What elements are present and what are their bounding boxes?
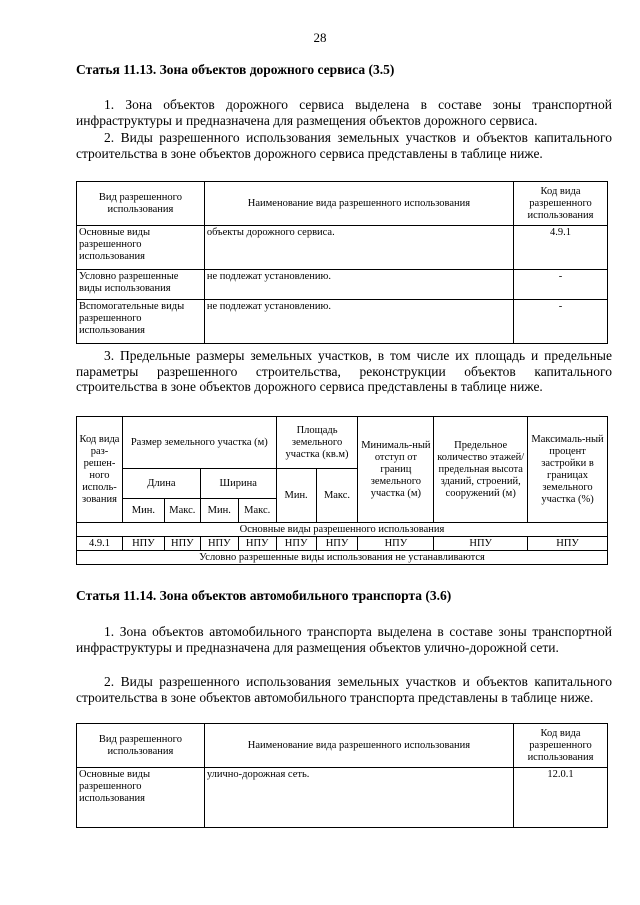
article-heading-11-14: Статья 11.14. Зона объектов автомобильного транспорта (3.6) [76,588,452,603]
table-header: Макс. [238,499,276,523]
table-row [77,551,608,565]
table-cell: - [514,300,608,344]
paragraph: 3. Предельные размеры земельных участков, в том числе их площадь и предельные параметры разрешенного строительства, реконструкции объектов капитального строительства в зоне объектов дорожного сервиса представлены в таблице ниже. [76,348,612,394]
table-row [77,523,608,537]
table-cell: объекты дорожного сервиса. [204,226,513,270]
section-label: Основные виды разрешенного использования [77,523,608,537]
table-header: Ширина [200,469,276,499]
table-cell: Условно разрешенные виды использования [77,270,205,300]
table-cell: НПУ [358,537,434,551]
table-row [77,270,608,300]
table-header: Максималь-ный процент застройки в границах земельного участка (%) [528,417,608,523]
table-row [77,768,608,828]
table-header: Площадь земельного участка (кв.м) [276,417,358,469]
table-row [77,300,608,344]
table-header: Макс. [164,499,200,523]
paragraph: 1. Зона объектов дорожного сервиса выделена в составе зоны транспортной инфраструктуры и предназначена для размещения объектов дорожного сервиса. [76,97,612,128]
table-header-row [77,182,608,226]
page-number: 28 [313,30,327,45]
table-header: Минималь-ный отступ от границ земельного участка (м) [358,417,434,523]
table-cell: 4.9.1 [77,537,123,551]
table-cell: НПУ [316,537,358,551]
table-row [77,537,608,551]
table-cell: Основные виды разрешенного использования [77,768,205,828]
table-header: Мин. [200,499,238,523]
table-cell: 4.9.1 [514,226,608,270]
table-header: Наименование вида разрешенного использования [204,724,513,768]
table-header: Мин. [276,469,316,523]
table-header: Вид разрешенного использования [77,724,205,768]
table-header: Наименование вида разрешенного использования [204,182,513,226]
table-cell: - [514,270,608,300]
table-cell: Вспомогательные виды разрешенного использования [77,300,205,344]
table-header: Длина [122,469,200,499]
permitted-use-table [76,181,608,344]
paragraph: 2. Виды разрешенного использования земельных участков и объектов капитального строительства в зоне объектов автомобильного транспорта представлены в таблице ниже. [76,674,612,705]
table-header: Макс. [316,469,358,523]
table-cell: НПУ [200,537,238,551]
table-cell: НПУ [528,537,608,551]
table-cell: не подлежат установлению. [204,270,513,300]
table-header-row [77,724,608,768]
table-header: Размер земельного участка (м) [122,417,276,469]
table-cell: 12.0.1 [514,768,608,828]
table-cell: НПУ [164,537,200,551]
table-header: Код вида разрешенного использования [514,182,608,226]
table-cell: НПУ [122,537,164,551]
table-header: Код вида раз-решен-ного исполь-зования [77,417,123,523]
permitted-use-table [76,723,608,828]
table-cell: улично-дорожная сеть. [204,768,513,828]
table-header: Вид разрешенного использования [77,182,205,226]
article-heading-11-13: Статья 11.13. Зона объектов дорожного сервиса (3.5) [76,62,395,77]
table-cell: Основные виды разрешенного использования [77,226,205,270]
section-label: Условно разрешенные виды использования не устанавливаются [77,551,608,565]
table-header: Мин. [122,499,164,523]
table-header: Предельное количество этажей/ предельная высота зданий, строений, сооружений (м) [434,417,528,523]
table-cell: НПУ [434,537,528,551]
paragraph: 2. Виды разрешенного использования земельных участков и объектов капитального строительства в зоне объектов дорожного сервиса представлены в таблице ниже. [76,130,612,161]
paragraph: 1. Зона объектов автомобильного транспорта выделена в составе зоны транспортной инфраструктуры и предназначена для размещения объектов улично-дорожной сети. [76,624,612,655]
table-cell: НПУ [238,537,276,551]
table-cell: не подлежат установлению. [204,300,513,344]
table-cell: НПУ [276,537,316,551]
table-header: Код вида разрешенного использования [514,724,608,768]
table-row [77,226,608,270]
limits-table [76,416,608,565]
